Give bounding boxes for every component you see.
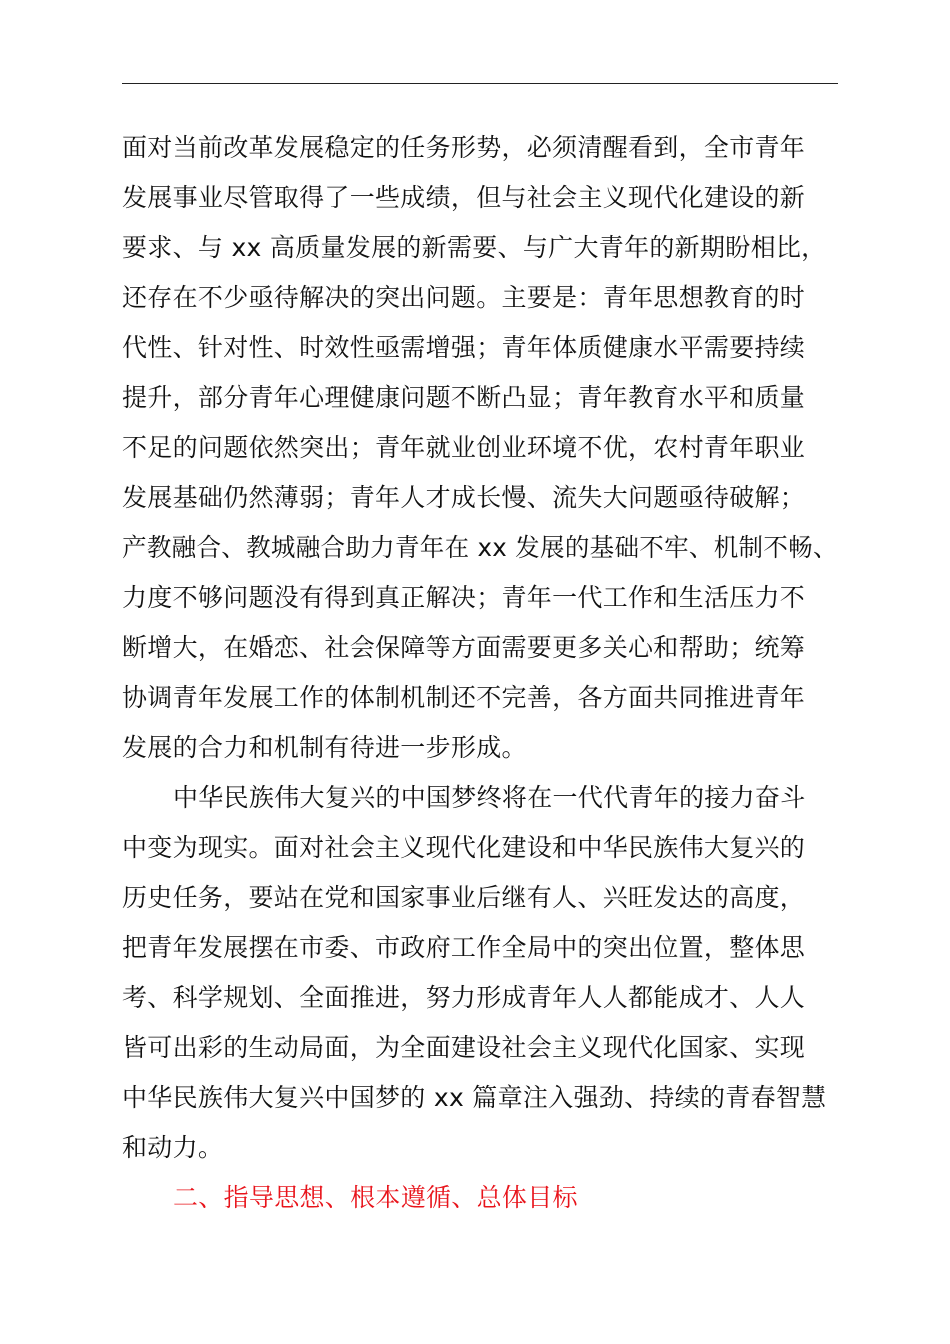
text-line: 要求、与 xx 高质量发展的新需要、与广大青年的新期盼相比， bbox=[122, 233, 827, 262]
text-line: 不足的问题依然突出；青年就业创业环境不优，农村青年职业 bbox=[122, 433, 806, 462]
text-line: 发展事业尽管取得了一些成绩，但与社会主义现代化建设的新 bbox=[122, 183, 806, 212]
text-line: 中变为现实。面对社会主义现代化建设和中华民族伟大复兴的 bbox=[122, 833, 806, 862]
text-line: 历史任务，要站在党和国家事业后继有人、兴旺发达的高度， bbox=[122, 883, 806, 912]
header-rule bbox=[122, 83, 838, 84]
text-line: 考、科学规划、全面推进，努力形成青年人人都能成才、人人 bbox=[122, 983, 806, 1012]
text-line: 把青年发展摆在市委、市政府工作全局中的突出位置，整体思 bbox=[122, 933, 806, 962]
text-line: 中华民族伟大复兴中国梦的 xx 篇章注入强劲、持续的青春智慧 bbox=[122, 1083, 827, 1112]
text-line: 发展基础仍然薄弱；青年人才成长慢、流失大问题亟待破解； bbox=[122, 483, 806, 512]
text-line: 断增大，在婚恋、社会保障等方面需要更多关心和帮助；统筹 bbox=[122, 633, 806, 662]
text-line: 力度不够问题没有得到真正解决；青年一代工作和生活压力不 bbox=[122, 583, 806, 612]
section-heading: 二、指导思想、根本遵循、总体目标 bbox=[173, 1183, 578, 1212]
text-line: 还存在不少亟待解决的突出问题。主要是：青年思想教育的时 bbox=[122, 283, 806, 312]
text-line: 面对当前改革发展稳定的任务形势，必须清醒看到，全市青年 bbox=[122, 133, 806, 162]
text-line: 发展的合力和机制有待进一步形成。 bbox=[122, 733, 527, 762]
text-line: 协调青年发展工作的体制机制还不完善，各方面共同推进青年 bbox=[122, 683, 806, 712]
text-line: 代性、针对性、时效性亟需增强；青年体质健康水平需要持续 bbox=[122, 333, 806, 362]
text-line: 和动力。 bbox=[122, 1133, 224, 1162]
text-line: 产教融合、教城融合助力青年在 xx 发展的基础不牢、机制不畅、 bbox=[122, 533, 838, 562]
text-line: 中华民族伟大复兴的中国梦终将在一代代青年的接力奋斗 bbox=[173, 783, 806, 812]
text-line: 皆可出彩的生动局面，为全面建设社会主义现代化国家、实现 bbox=[122, 1033, 806, 1062]
text-line: 提升，部分青年心理健康问题不断凸显；青年教育水平和质量 bbox=[122, 383, 806, 412]
